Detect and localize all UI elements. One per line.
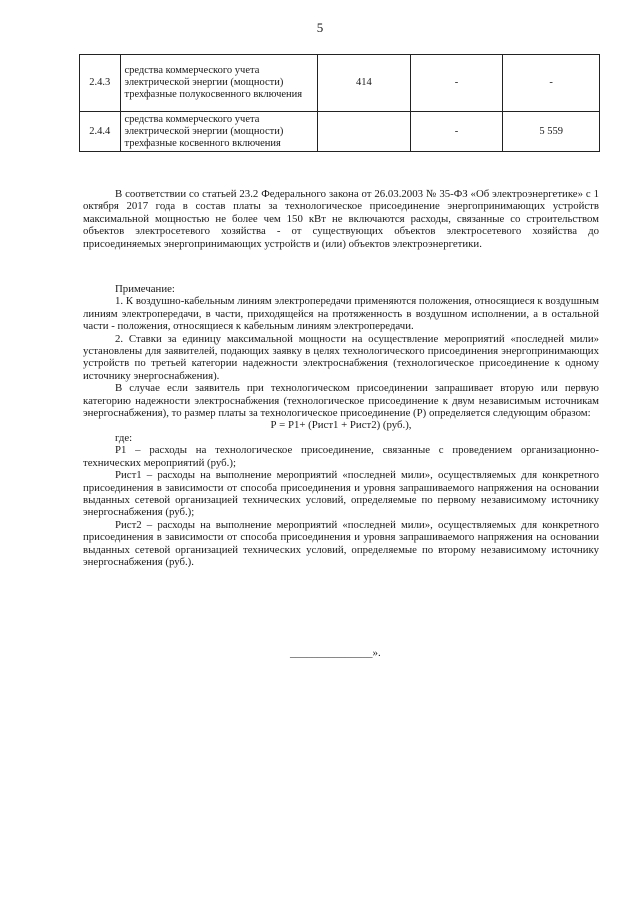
row-value-3: 5 559 xyxy=(503,112,600,152)
definition-rist2: Рист2 – расходы на выполнение мероприятий «последней мили», осуществляемых для конкретного присоединения в зависимости от способа присоединения и уровня запрашиваемого напряжения на основании выданных сетевой организацией технических условий, определяемые по второму независимому источнику энергоснабжения (руб.). xyxy=(83,518,599,568)
where-label: где: xyxy=(115,431,133,444)
closing-line: _______________». xyxy=(290,647,381,659)
row-number: 2.4.4 xyxy=(80,112,121,152)
tariff-table xyxy=(79,54,600,152)
page-number: 5 xyxy=(316,20,324,35)
row-description: средства коммерческого учета электрической энергии (мощности) трехфазные косвенного включения xyxy=(120,112,318,152)
table-row xyxy=(80,112,600,152)
row-value-1 xyxy=(318,112,411,152)
main-paragraph: В соответствии со статьей 23.2 Федерального закона от 26.03.2003 № 35-ФЗ «Об электроэнергетике» с 1 октября 2017 года в состав платы за технологическое присоединение энергопринимающих устройств максимальной мощностью не более чем 150 кВт не включаются расходы, связанные со строительством объектов электросетевого хозяйства - от существующих объектов электросетевого хозяйства до присоединяемых энергопринимающих устройств и (или) объектов электроэнергетики. xyxy=(83,188,599,250)
definition-rist1: Рист1 – расходы на выполнение мероприятий «последней мили», осуществляемых для конкретного присоединения в зависимости от способа присоединения и уровня запрашиваемого напряжения на основании выданных сетевой организацией технических условий, определяемые по первому независимому источнику энергоснабжения (руб.); xyxy=(83,469,599,519)
main-paragraph-block xyxy=(83,188,599,250)
row-value-2: - xyxy=(410,55,502,112)
formula: Р = Р1+ (Рист1 + Рист2) (руб.), xyxy=(270,419,412,432)
note-3: В случае если заявитель при технологическом присоединении запрашивает вторую или первую категорию надежности электроснабжения (технологическое присоединение к двум независимым источникам энергоснабжения), то размер платы за технологическое присоединение (Р) определяется следующим образом: xyxy=(83,382,599,420)
note-1: 1. К воздушно-кабельным линиям электропередачи применяются положения, относящиеся к воздушным линиям электропередачи, в части, приходящейся на протяженность в воздушном исполнении, а в остальной части - положения, относящиеся к кабельным линиям электропередачи. xyxy=(83,295,599,333)
table-row xyxy=(80,55,600,112)
note-2: 2. Ставки за единицу максимальной мощности на осуществление мероприятий «последней мили» установлены для заявителей, подающих заявку в целях технологического присоединения энергопринимающих устройств по третьей категории надежности электроснабжения (технологическое присоединение к одному источнику энергоснабжения). xyxy=(83,332,599,382)
row-value-3: - xyxy=(503,55,600,112)
row-number: 2.4.3 xyxy=(80,55,121,112)
row-description: средства коммерческого учета электрической энергии (мощности) трехфазные полукосвенного включения xyxy=(120,55,318,112)
row-value-1: 414 xyxy=(318,55,411,112)
row-value-2: - xyxy=(410,112,502,152)
notes-block xyxy=(83,283,599,568)
note-title: Примечание: xyxy=(115,283,175,295)
definition-p1: Р1 – расходы на технологическое присоединение, связанные с проведением организационно-технических мероприятий (руб.); xyxy=(83,444,599,469)
